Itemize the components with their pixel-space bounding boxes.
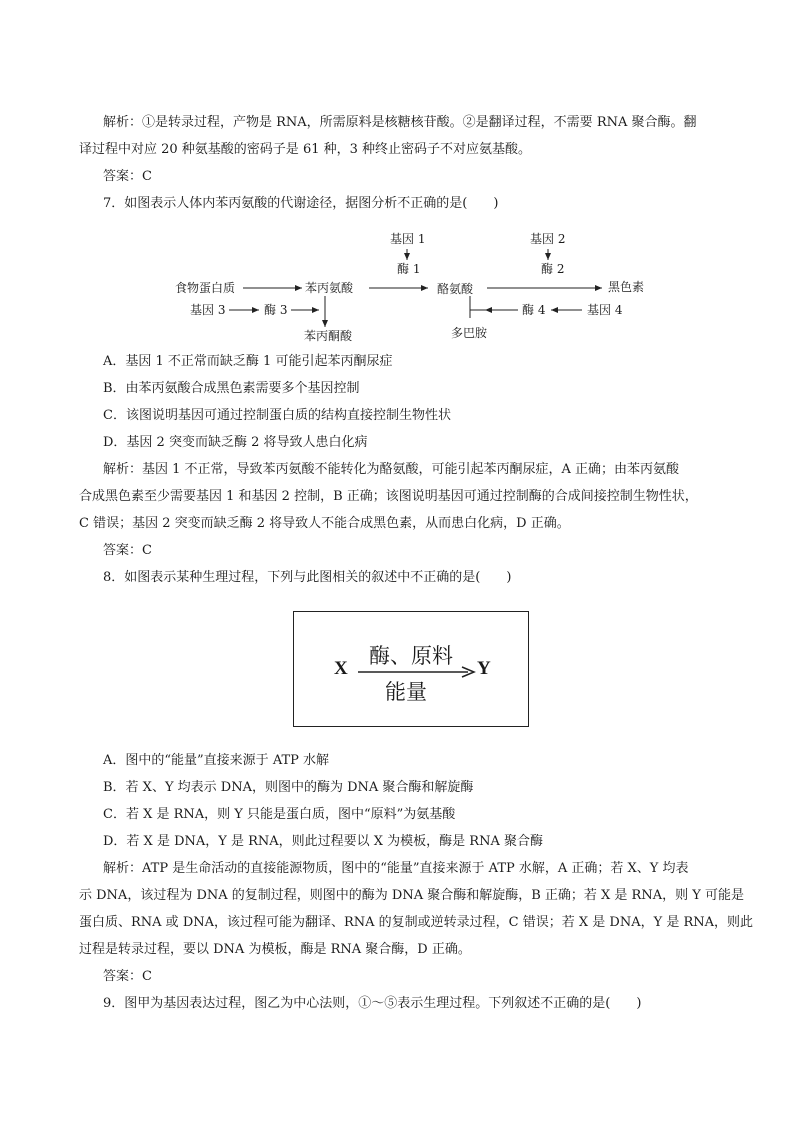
q9-stem: 9．图甲为基因表达过程，图乙为中心法则，①～⑤表示生理过程。下列叙述不正确的是( ) (103, 996, 642, 1011)
q8-analysis-line-1: 解析：ATP 是生命活动的直接能源物质，图中的“能量”直接来源于 ATP 水解，A 正确；若 X、Y 均表 (103, 861, 689, 876)
energy-label: 能量 (385, 680, 427, 704)
q7-analysis-line-2: 合成黑色素至少需要基因 1 和基因 2 控制，B 正确；该图说明基因可通过控制酶的合成间接控制生物性状， (79, 489, 698, 504)
q8-stem: 8．如图表示某种生理过程，下列与此图相关的叙述中不正确的是( ) (103, 570, 512, 585)
q7-analysis-line-1: 解析：基因 1 不正常，导致苯丙氨酸不能转化为酪氨酸，可能引起苯丙酮尿症，A 正确；由苯丙氨酸 (103, 462, 680, 477)
gene1-label: 基因 1 (390, 232, 426, 246)
gene3-label: 基因 3 (190, 303, 226, 317)
enzyme3-label: 酶 3 (264, 303, 288, 317)
q7-answer: 答案：C (103, 543, 152, 558)
q8-process-diagram (293, 611, 529, 727)
enzyme2-label: 酶 2 (541, 262, 565, 276)
phenylalanine-label: 苯丙氨酸 (305, 281, 354, 295)
q7-option-c: C．该图说明基因可通过控制蛋白质的结构直接控制生物性状 (103, 408, 451, 423)
q6-answer: 答案：C (103, 169, 152, 184)
q6-analysis-line-1: 解析：①是转录过程，产物是 RNA，所需原料是核糖核苷酸。②是翻译过程，不需要 RNA 聚合酶。翻 (103, 115, 697, 130)
q7-option-d: D．基因 2 突变而缺乏酶 2 将导致人患白化病 (103, 435, 368, 450)
enzyme4-label: 酶 4 (522, 303, 546, 317)
q8-analysis-line-2: 示 DNA，该过程为 DNA 的复制过程，则图中的酶为 DNA 聚合酶和解旋酶，B 正确；若 X 是 RNA，则 Y 可能是 (79, 888, 744, 903)
q7-option-a: A．基因 1 不正常而缺乏酶 1 可能引起苯丙酮尿症 (103, 354, 393, 369)
melanin-label: 黑色素 (608, 280, 645, 294)
y-label: Y (477, 658, 491, 679)
q8-option-c: C．若 X 是 RNA，则 Y 只能是蛋白质，图中“原料”为氨基酸 (103, 807, 456, 822)
q7-option-b: B．由苯丙氨酸合成黑色素需要多个基因控制 (103, 381, 360, 396)
enzyme-material-label: 酶、原料 (369, 644, 453, 668)
q6-analysis-line-2: 译过程中对应 20 种氨基酸的密码子是 61 种，3 种终止密码子不对应氨基酸。 (79, 142, 532, 157)
q8-option-a: A．图中的“能量”直接来源于 ATP 水解 (103, 753, 330, 768)
q8-answer: 答案：C (103, 969, 152, 984)
q8-analysis-line-3: 蛋白质、RNA 或 DNA，该过程可能为翻译、RNA 的复制或逆转录过程，C 错误；若 X 是 DNA，Y 是 RNA，则此 (79, 915, 754, 930)
q8-analysis-line-4: 过程是转录过程，要以 DNA 为模板，酶是 RNA 聚合酶，D 正确。 (79, 942, 471, 957)
q8-option-b: B．若 X、Y 均表示 DNA，则图中的酶为 DNA 聚合酶和解旋酶 (103, 780, 474, 795)
x-label: X (334, 658, 348, 679)
enzyme1-label: 酶 1 (397, 262, 421, 276)
phenylpyruvate-label: 苯丙酮酸 (304, 329, 353, 343)
dopamine-label: 多巴胺 (451, 326, 488, 340)
q7-stem: 7．如图表示人体内苯丙氨酸的代谢途径，据图分析不正确的是( ) (103, 196, 499, 211)
q7-pathway-arrows (0, 0, 794, 360)
gene2-label: 基因 2 (530, 232, 566, 246)
food-protein-label: 食物蛋白质 (175, 281, 236, 295)
tyrosine-label: 酪氨酸 (437, 282, 474, 296)
q7-analysis-line-3: C 错误；基因 2 突变而缺乏酶 2 将导致人不能合成黑色素，从而患白化病，D 正确。 (79, 516, 570, 531)
q8-option-d: D．若 X 是 DNA，Y 是 RNA，则此过程要以 X 为模板，酶是 RNA 聚合酶 (103, 834, 543, 849)
gene4-label: 基因 4 (587, 303, 623, 317)
